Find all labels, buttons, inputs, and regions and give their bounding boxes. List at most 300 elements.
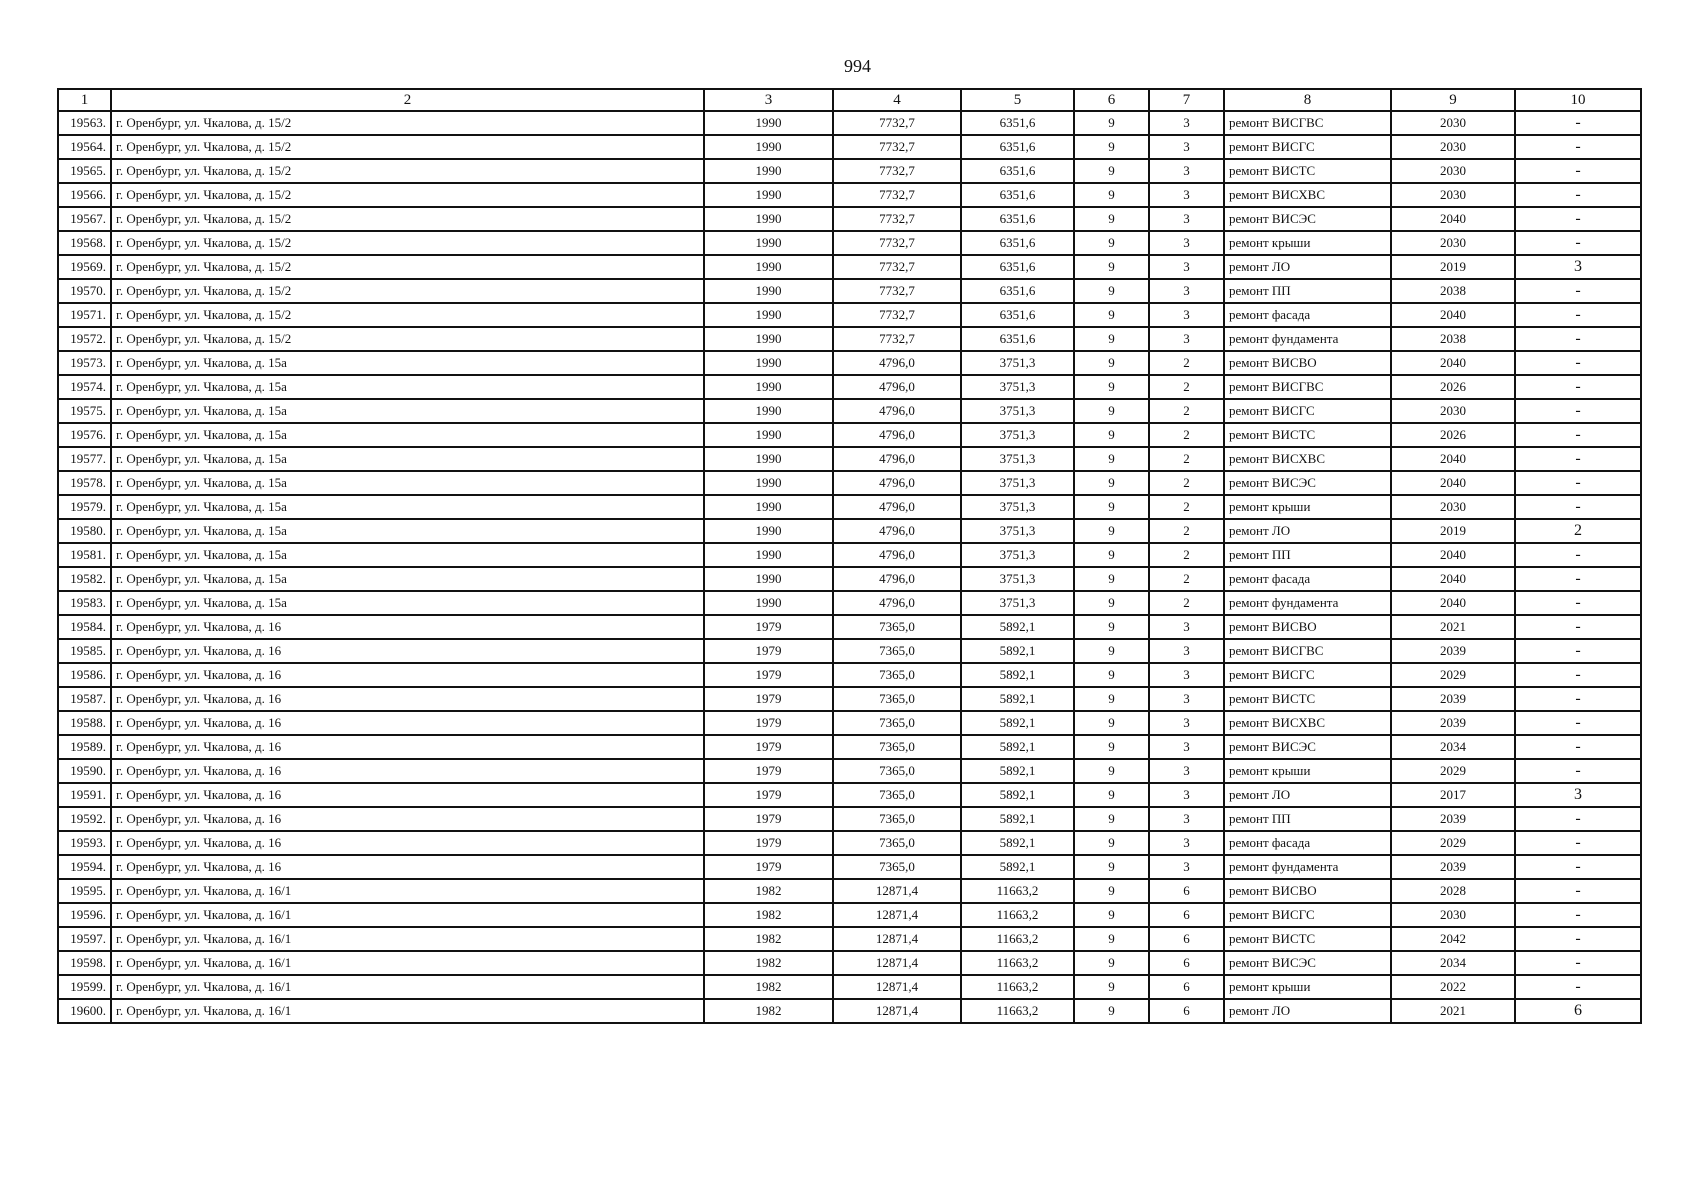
cell-entrances: 3 — [1149, 231, 1224, 255]
cell-total-area: 7365,0 — [833, 687, 961, 711]
cell-total-area: 7732,7 — [833, 159, 961, 183]
cell-total-area: 7365,0 — [833, 615, 961, 639]
table-row — [58, 975, 1641, 999]
cell-total-area: 12871,4 — [833, 999, 961, 1023]
table-row — [58, 183, 1641, 207]
table-row — [58, 999, 1641, 1023]
cell-work-type: ремонт ПП — [1224, 279, 1391, 303]
cell-extra-value: - — [1515, 687, 1641, 711]
cell-row-number: 19583. — [58, 591, 111, 615]
cell-work-type: ремонт ВИСГС — [1224, 399, 1391, 423]
cell-floors: 9 — [1074, 711, 1149, 735]
cell-total-area: 4796,0 — [833, 567, 961, 591]
cell-total-area: 4796,0 — [833, 447, 961, 471]
cell-total-area: 12871,4 — [833, 951, 961, 975]
cell-planned-year: 2040 — [1391, 591, 1515, 615]
cell-planned-year: 2021 — [1391, 999, 1515, 1023]
cell-planned-year: 2039 — [1391, 687, 1515, 711]
cell-address: г. Оренбург, ул. Чкалова, д. 15а — [111, 399, 704, 423]
cell-entrances: 3 — [1149, 207, 1224, 231]
cell-floors: 9 — [1074, 855, 1149, 879]
cell-row-number: 19588. — [58, 711, 111, 735]
cell-address: г. Оренбург, ул. Чкалова, д. 16 — [111, 639, 704, 663]
cell-planned-year: 2030 — [1391, 135, 1515, 159]
column-header: 10 — [1515, 89, 1641, 111]
table-row — [58, 663, 1641, 687]
cell-row-number: 19590. — [58, 759, 111, 783]
cell-floors: 9 — [1074, 423, 1149, 447]
cell-extra-value: - — [1515, 711, 1641, 735]
cell-living-area: 5892,1 — [961, 687, 1074, 711]
column-header: 2 — [111, 89, 704, 111]
column-header: 8 — [1224, 89, 1391, 111]
cell-address: г. Оренбург, ул. Чкалова, д. 15а — [111, 351, 704, 375]
cell-work-type: ремонт ВИСГС — [1224, 663, 1391, 687]
cell-address: г. Оренбург, ул. Чкалова, д. 16/1 — [111, 951, 704, 975]
cell-row-number: 19596. — [58, 903, 111, 927]
cell-extra-value: - — [1515, 159, 1641, 183]
cell-entrances: 6 — [1149, 999, 1224, 1023]
cell-planned-year: 2030 — [1391, 111, 1515, 135]
cell-entrances: 6 — [1149, 927, 1224, 951]
table-row — [58, 951, 1641, 975]
table-row — [58, 495, 1641, 519]
cell-entrances: 3 — [1149, 783, 1224, 807]
cell-planned-year: 2029 — [1391, 663, 1515, 687]
cell-entrances: 6 — [1149, 879, 1224, 903]
cell-year: 1979 — [704, 807, 833, 831]
cell-living-area: 3751,3 — [961, 423, 1074, 447]
cell-living-area: 5892,1 — [961, 615, 1074, 639]
cell-floors: 9 — [1074, 735, 1149, 759]
cell-work-type: ремонт ПП — [1224, 543, 1391, 567]
cell-row-number: 19574. — [58, 375, 111, 399]
cell-floors: 9 — [1074, 399, 1149, 423]
cell-extra-value: - — [1515, 615, 1641, 639]
cell-living-area: 3751,3 — [961, 519, 1074, 543]
cell-total-area: 7732,7 — [833, 183, 961, 207]
cell-floors: 9 — [1074, 471, 1149, 495]
cell-extra-value: - — [1515, 111, 1641, 135]
cell-total-area: 7365,0 — [833, 711, 961, 735]
cell-year: 1979 — [704, 639, 833, 663]
cell-work-type: ремонт фасада — [1224, 567, 1391, 591]
cell-address: г. Оренбург, ул. Чкалова, д. 15/2 — [111, 231, 704, 255]
cell-living-area: 5892,1 — [961, 639, 1074, 663]
cell-living-area: 11663,2 — [961, 999, 1074, 1023]
column-header: 9 — [1391, 89, 1515, 111]
cell-planned-year: 2039 — [1391, 855, 1515, 879]
cell-year: 1979 — [704, 759, 833, 783]
cell-total-area: 12871,4 — [833, 879, 961, 903]
cell-year: 1979 — [704, 831, 833, 855]
cell-address: г. Оренбург, ул. Чкалова, д. 15/2 — [111, 135, 704, 159]
column-header: 5 — [961, 89, 1074, 111]
cell-planned-year: 2021 — [1391, 615, 1515, 639]
cell-row-number: 19578. — [58, 471, 111, 495]
cell-living-area: 5892,1 — [961, 855, 1074, 879]
table-row — [58, 639, 1641, 663]
cell-planned-year: 2040 — [1391, 567, 1515, 591]
cell-address: г. Оренбург, ул. Чкалова, д. 16 — [111, 615, 704, 639]
cell-total-area: 7732,7 — [833, 279, 961, 303]
cell-floors: 9 — [1074, 783, 1149, 807]
cell-total-area: 7365,0 — [833, 735, 961, 759]
cell-planned-year: 2029 — [1391, 759, 1515, 783]
cell-living-area: 11663,2 — [961, 951, 1074, 975]
cell-extra-value: - — [1515, 807, 1641, 831]
cell-entrances: 3 — [1149, 687, 1224, 711]
cell-year: 1990 — [704, 303, 833, 327]
cell-address: г. Оренбург, ул. Чкалова, д. 16 — [111, 735, 704, 759]
cell-extra-value: - — [1515, 855, 1641, 879]
cell-work-type: ремонт ВИСЭС — [1224, 471, 1391, 495]
cell-work-type: ремонт крыши — [1224, 975, 1391, 999]
cell-address: г. Оренбург, ул. Чкалова, д. 15/2 — [111, 303, 704, 327]
cell-total-area: 12871,4 — [833, 927, 961, 951]
cell-floors: 9 — [1074, 519, 1149, 543]
cell-planned-year: 2030 — [1391, 231, 1515, 255]
cell-living-area: 5892,1 — [961, 711, 1074, 735]
cell-entrances: 2 — [1149, 471, 1224, 495]
cell-floors: 9 — [1074, 159, 1149, 183]
table-row — [58, 471, 1641, 495]
cell-living-area: 3751,3 — [961, 375, 1074, 399]
cell-address: г. Оренбург, ул. Чкалова, д. 16/1 — [111, 975, 704, 999]
cell-living-area: 5892,1 — [961, 807, 1074, 831]
cell-floors: 9 — [1074, 903, 1149, 927]
cell-living-area: 11663,2 — [961, 903, 1074, 927]
cell-year: 1990 — [704, 183, 833, 207]
cell-extra-value: - — [1515, 759, 1641, 783]
cell-year: 1982 — [704, 999, 833, 1023]
cell-extra-value: - — [1515, 663, 1641, 687]
cell-work-type: ремонт ВИСГВС — [1224, 639, 1391, 663]
cell-address: г. Оренбург, ул. Чкалова, д. 16 — [111, 783, 704, 807]
cell-row-number: 19572. — [58, 327, 111, 351]
cell-year: 1979 — [704, 735, 833, 759]
cell-floors: 9 — [1074, 615, 1149, 639]
cell-extra-value: 2 — [1515, 519, 1641, 543]
cell-extra-value: - — [1515, 207, 1641, 231]
cell-year: 1990 — [704, 447, 833, 471]
cell-entrances: 3 — [1149, 663, 1224, 687]
cell-extra-value: - — [1515, 495, 1641, 519]
cell-row-number: 19565. — [58, 159, 111, 183]
cell-total-area: 4796,0 — [833, 375, 961, 399]
cell-address: г. Оренбург, ул. Чкалова, д. 16/1 — [111, 999, 704, 1023]
table-row — [58, 207, 1641, 231]
cell-row-number: 19564. — [58, 135, 111, 159]
cell-living-area: 3751,3 — [961, 567, 1074, 591]
table-row — [58, 423, 1641, 447]
cell-row-number: 19582. — [58, 567, 111, 591]
column-header: 4 — [833, 89, 961, 111]
cell-floors: 9 — [1074, 183, 1149, 207]
cell-living-area: 6351,6 — [961, 327, 1074, 351]
cell-address: г. Оренбург, ул. Чкалова, д. 15а — [111, 495, 704, 519]
cell-planned-year: 2022 — [1391, 975, 1515, 999]
cell-total-area: 4796,0 — [833, 399, 961, 423]
cell-extra-value: - — [1515, 927, 1641, 951]
cell-planned-year: 2028 — [1391, 879, 1515, 903]
cell-floors: 9 — [1074, 111, 1149, 135]
cell-row-number: 19568. — [58, 231, 111, 255]
table-row — [58, 111, 1641, 135]
cell-total-area: 7732,7 — [833, 303, 961, 327]
cell-address: г. Оренбург, ул. Чкалова, д. 15а — [111, 591, 704, 615]
cell-floors: 9 — [1074, 567, 1149, 591]
repair-schedule-table — [57, 88, 1642, 1024]
cell-row-number: 19577. — [58, 447, 111, 471]
cell-year: 1990 — [704, 471, 833, 495]
cell-year: 1990 — [704, 375, 833, 399]
cell-address: г. Оренбург, ул. Чкалова, д. 15/2 — [111, 111, 704, 135]
cell-row-number: 19580. — [58, 519, 111, 543]
cell-floors: 9 — [1074, 807, 1149, 831]
cell-year: 1990 — [704, 111, 833, 135]
cell-total-area: 7732,7 — [833, 255, 961, 279]
cell-year: 1990 — [704, 495, 833, 519]
table-row — [58, 807, 1641, 831]
cell-living-area: 6351,6 — [961, 279, 1074, 303]
cell-entrances: 3 — [1149, 711, 1224, 735]
cell-year: 1990 — [704, 255, 833, 279]
cell-extra-value: - — [1515, 903, 1641, 927]
table-row — [58, 711, 1641, 735]
cell-planned-year: 2017 — [1391, 783, 1515, 807]
cell-address: г. Оренбург, ул. Чкалова, д. 15а — [111, 471, 704, 495]
cell-year: 1979 — [704, 855, 833, 879]
cell-total-area: 7732,7 — [833, 207, 961, 231]
cell-floors: 9 — [1074, 975, 1149, 999]
cell-entrances: 3 — [1149, 807, 1224, 831]
cell-work-type: ремонт ВИСЭС — [1224, 735, 1391, 759]
cell-work-type: ремонт ВИСГС — [1224, 903, 1391, 927]
cell-living-area: 6351,6 — [961, 231, 1074, 255]
cell-floors: 9 — [1074, 207, 1149, 231]
cell-living-area: 3751,3 — [961, 471, 1074, 495]
cell-work-type: ремонт ВИСВО — [1224, 879, 1391, 903]
cell-entrances: 2 — [1149, 447, 1224, 471]
cell-work-type: ремонт фасада — [1224, 303, 1391, 327]
cell-year: 1990 — [704, 159, 833, 183]
cell-floors: 9 — [1074, 831, 1149, 855]
cell-work-type: ремонт ЛО — [1224, 783, 1391, 807]
cell-entrances: 3 — [1149, 135, 1224, 159]
cell-year: 1990 — [704, 327, 833, 351]
header-row — [58, 89, 1641, 111]
cell-entrances: 3 — [1149, 111, 1224, 135]
table-row — [58, 687, 1641, 711]
table-row — [58, 135, 1641, 159]
cell-total-area: 4796,0 — [833, 351, 961, 375]
table-row — [58, 255, 1641, 279]
cell-row-number: 19595. — [58, 879, 111, 903]
cell-extra-value: - — [1515, 591, 1641, 615]
cell-extra-value: - — [1515, 231, 1641, 255]
cell-work-type: ремонт ВИСВО — [1224, 351, 1391, 375]
cell-living-area: 5892,1 — [961, 759, 1074, 783]
cell-entrances: 3 — [1149, 615, 1224, 639]
table-row — [58, 903, 1641, 927]
cell-planned-year: 2038 — [1391, 327, 1515, 351]
cell-total-area: 12871,4 — [833, 975, 961, 999]
cell-planned-year: 2019 — [1391, 255, 1515, 279]
cell-row-number: 19566. — [58, 183, 111, 207]
cell-address: г. Оренбург, ул. Чкалова, д. 16 — [111, 807, 704, 831]
table-row — [58, 783, 1641, 807]
cell-row-number: 19587. — [58, 687, 111, 711]
cell-living-area: 3751,3 — [961, 399, 1074, 423]
cell-total-area: 4796,0 — [833, 543, 961, 567]
cell-entrances: 3 — [1149, 831, 1224, 855]
cell-entrances: 3 — [1149, 855, 1224, 879]
cell-planned-year: 2034 — [1391, 735, 1515, 759]
cell-living-area: 3751,3 — [961, 447, 1074, 471]
cell-floors: 9 — [1074, 687, 1149, 711]
cell-planned-year: 2038 — [1391, 279, 1515, 303]
cell-entrances: 2 — [1149, 495, 1224, 519]
table-row — [58, 231, 1641, 255]
cell-planned-year: 2019 — [1391, 519, 1515, 543]
cell-work-type: ремонт ВИСТС — [1224, 423, 1391, 447]
cell-extra-value: - — [1515, 423, 1641, 447]
cell-planned-year: 2030 — [1391, 903, 1515, 927]
cell-planned-year: 2040 — [1391, 543, 1515, 567]
cell-work-type: ремонт ЛО — [1224, 255, 1391, 279]
cell-entrances: 3 — [1149, 159, 1224, 183]
cell-total-area: 4796,0 — [833, 519, 961, 543]
cell-entrances: 2 — [1149, 375, 1224, 399]
table-row — [58, 519, 1641, 543]
cell-living-area: 5892,1 — [961, 663, 1074, 687]
cell-work-type: ремонт ВИСГВС — [1224, 375, 1391, 399]
cell-planned-year: 2029 — [1391, 831, 1515, 855]
cell-entrances: 2 — [1149, 351, 1224, 375]
cell-row-number: 19569. — [58, 255, 111, 279]
cell-total-area: 4796,0 — [833, 423, 961, 447]
cell-living-area: 3751,3 — [961, 495, 1074, 519]
cell-work-type: ремонт ПП — [1224, 807, 1391, 831]
cell-total-area: 7732,7 — [833, 135, 961, 159]
cell-row-number: 19589. — [58, 735, 111, 759]
table-row — [58, 831, 1641, 855]
cell-row-number: 19592. — [58, 807, 111, 831]
cell-extra-value: - — [1515, 183, 1641, 207]
cell-extra-value: - — [1515, 735, 1641, 759]
cell-extra-value: - — [1515, 567, 1641, 591]
cell-year: 1979 — [704, 783, 833, 807]
cell-address: г. Оренбург, ул. Чкалова, д. 16/1 — [111, 903, 704, 927]
table-row — [58, 591, 1641, 615]
cell-address: г. Оренбург, ул. Чкалова, д. 16/1 — [111, 879, 704, 903]
cell-total-area: 12871,4 — [833, 903, 961, 927]
cell-row-number: 19570. — [58, 279, 111, 303]
table-row — [58, 759, 1641, 783]
cell-floors: 9 — [1074, 135, 1149, 159]
cell-row-number: 19575. — [58, 399, 111, 423]
cell-work-type: ремонт ВИСГВС — [1224, 111, 1391, 135]
cell-entrances: 3 — [1149, 183, 1224, 207]
cell-total-area: 7365,0 — [833, 783, 961, 807]
cell-planned-year: 2030 — [1391, 183, 1515, 207]
cell-floors: 9 — [1074, 999, 1149, 1023]
cell-year: 1982 — [704, 975, 833, 999]
cell-address: г. Оренбург, ул. Чкалова, д. 15а — [111, 375, 704, 399]
cell-living-area: 6351,6 — [961, 303, 1074, 327]
cell-extra-value: - — [1515, 951, 1641, 975]
table-row — [58, 399, 1641, 423]
cell-address: г. Оренбург, ул. Чкалова, д. 16 — [111, 663, 704, 687]
cell-work-type: ремонт крыши — [1224, 759, 1391, 783]
table-row — [58, 327, 1641, 351]
cell-entrances: 2 — [1149, 543, 1224, 567]
cell-extra-value: 3 — [1515, 255, 1641, 279]
cell-year: 1982 — [704, 927, 833, 951]
cell-row-number: 19586. — [58, 663, 111, 687]
cell-address: г. Оренбург, ул. Чкалова, д. 15/2 — [111, 159, 704, 183]
cell-extra-value: - — [1515, 975, 1641, 999]
column-header: 3 — [704, 89, 833, 111]
cell-extra-value: - — [1515, 303, 1641, 327]
cell-floors: 9 — [1074, 327, 1149, 351]
cell-year: 1979 — [704, 663, 833, 687]
cell-row-number: 19593. — [58, 831, 111, 855]
cell-row-number: 19597. — [58, 927, 111, 951]
cell-address: г. Оренбург, ул. Чкалова, д. 15/2 — [111, 327, 704, 351]
cell-planned-year: 2039 — [1391, 639, 1515, 663]
cell-entrances: 6 — [1149, 951, 1224, 975]
cell-living-area: 6351,6 — [961, 135, 1074, 159]
table-row — [58, 543, 1641, 567]
cell-floors: 9 — [1074, 927, 1149, 951]
table-row — [58, 879, 1641, 903]
cell-address: г. Оренбург, ул. Чкалова, д. 15/2 — [111, 207, 704, 231]
cell-address: г. Оренбург, ул. Чкалова, д. 15а — [111, 519, 704, 543]
cell-planned-year: 2034 — [1391, 951, 1515, 975]
cell-year: 1982 — [704, 879, 833, 903]
cell-floors: 9 — [1074, 663, 1149, 687]
cell-total-area: 4796,0 — [833, 495, 961, 519]
cell-living-area: 5892,1 — [961, 831, 1074, 855]
cell-living-area: 11663,2 — [961, 879, 1074, 903]
cell-planned-year: 2039 — [1391, 711, 1515, 735]
cell-work-type: ремонт фундамента — [1224, 591, 1391, 615]
cell-extra-value: - — [1515, 639, 1641, 663]
cell-total-area: 7365,0 — [833, 807, 961, 831]
cell-work-type: ремонт ЛО — [1224, 999, 1391, 1023]
cell-address: г. Оренбург, ул. Чкалова, д. 15а — [111, 543, 704, 567]
cell-address: г. Оренбург, ул. Чкалова, д. 15/2 — [111, 255, 704, 279]
cell-entrances: 2 — [1149, 399, 1224, 423]
table-body — [58, 111, 1641, 1023]
cell-address: г. Оренбург, ул. Чкалова, д. 16 — [111, 711, 704, 735]
table-row — [58, 351, 1641, 375]
cell-work-type: ремонт ВИСТС — [1224, 159, 1391, 183]
cell-total-area: 7365,0 — [833, 831, 961, 855]
cell-work-type: ремонт ВИСЭС — [1224, 951, 1391, 975]
cell-planned-year: 2040 — [1391, 471, 1515, 495]
cell-year: 1990 — [704, 591, 833, 615]
cell-living-area: 6351,6 — [961, 255, 1074, 279]
cell-total-area: 7365,0 — [833, 639, 961, 663]
cell-address: г. Оренбург, ул. Чкалова, д. 15а — [111, 423, 704, 447]
cell-address: г. Оренбург, ул. Чкалова, д. 15/2 — [111, 183, 704, 207]
cell-work-type: ремонт ЛО — [1224, 519, 1391, 543]
page-number: 994 — [844, 56, 871, 76]
cell-planned-year: 2040 — [1391, 447, 1515, 471]
